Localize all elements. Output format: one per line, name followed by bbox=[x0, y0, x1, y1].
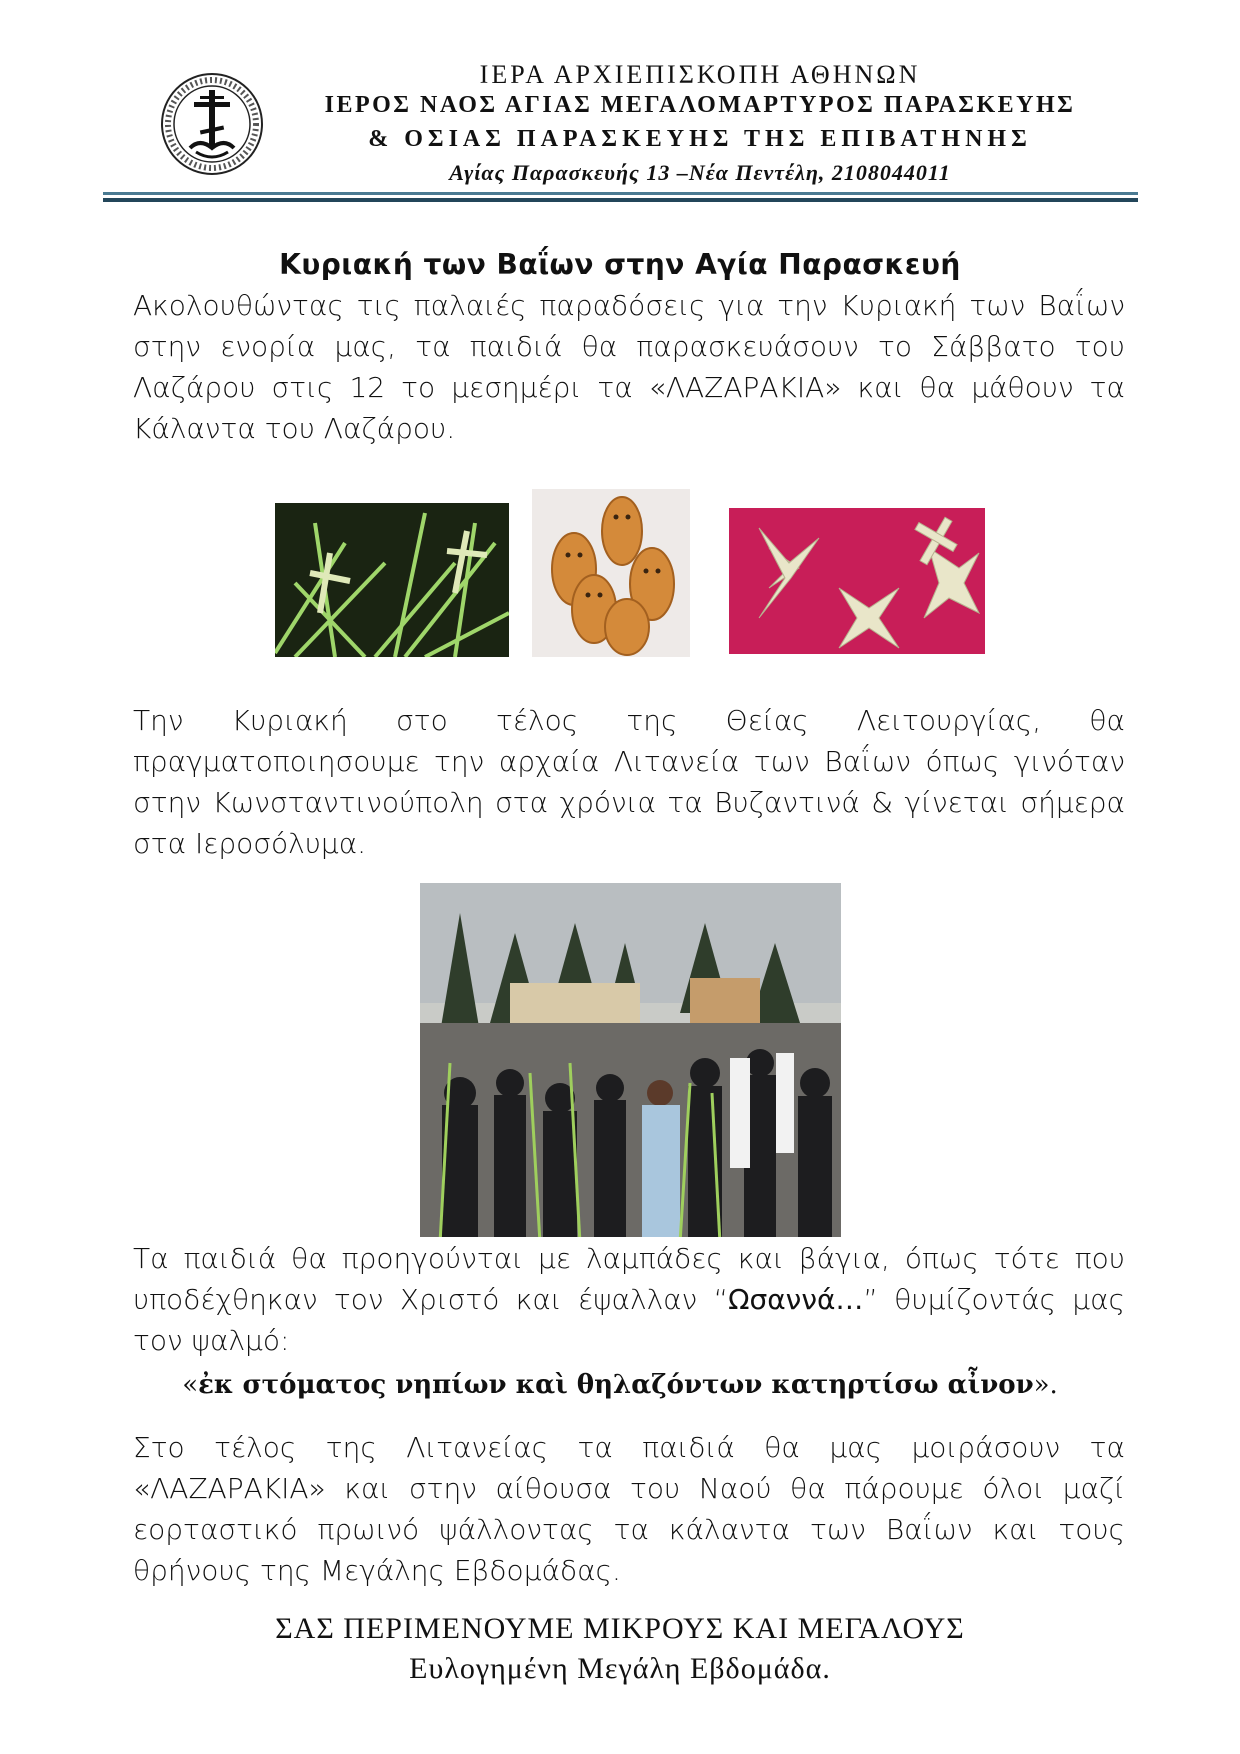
palm-crosses-on-red-cloth-photo bbox=[729, 508, 985, 654]
quote-open-mark: « bbox=[182, 1370, 199, 1400]
header-church-name: ΙΕΡΟΣ ΝΑΟΣ ΑΓΙΑΣ ΜΕΓΑΛΟΜΑΡΤΥΡΟΣ ΠΑΡΑΣΚΕΥΗΣ bbox=[324, 92, 1076, 118]
header-divider-top bbox=[103, 192, 1138, 195]
quote-close-mark: ». bbox=[1033, 1370, 1058, 1400]
header-church-name-2: & ΟΣΙΑΣ ΠΑΡΑΣΚΕΥΗΣ ΤΗΣ ΕΠΙΒΑΤΗΝΗΣ bbox=[368, 126, 1032, 152]
psalm-quote-text: ἐκ στόματος νηπίων καὶ θηλαζόντων κατηρτίσω αἶνον bbox=[198, 1370, 1034, 1400]
closing-invitation: ΣΑΣ ΠΕΡΙΜΕΝΟΥΜΕ ΜΙΚΡΟΥΣ ΚΑΙ ΜΕΓΑΛΟΥΣ bbox=[275, 1612, 965, 1645]
header-archdiocese: ΙΕΡΑ ΑΡΧΙΕΠΙΣΚΟΠΗ ΑΘΗΝΩΝ bbox=[479, 60, 921, 89]
header-address: Αγίας Παρασκευής 13 –Νέα Πεντέλη, 2108044011 bbox=[449, 160, 951, 185]
church-seal-logo bbox=[160, 72, 264, 176]
orthodox-cross-seal-icon bbox=[160, 72, 264, 176]
breakfast-paragraph: Στο τέλος της Λιτανείας τα παιδιά θα μας μοιράσουν τα «ΛΑΖΑΡΑΚΙΑ» και στην αίθουσα του Ναού θα πάρουμε όλοι μαζί εορταστικό πρωινό ψάλλοντας τα κάλαντα των Βαΐων και τους θρήνους της Μεγάλης Εβδομάδας. bbox=[133, 1431, 1125, 1587]
header-divider-bottom bbox=[103, 198, 1138, 202]
palm-leaf-crosses-photo bbox=[275, 503, 509, 657]
children-text-end: ” θυμίζοντάς μας τον ψαλμό: bbox=[133, 1283, 1125, 1357]
children-paragraph bbox=[133, 1238, 1125, 1361]
hosanna-emphasis: Ωσαννά… bbox=[728, 1283, 864, 1316]
psalm-quote bbox=[0, 1370, 1240, 1400]
lazarakia-bread-photo bbox=[532, 489, 690, 657]
children-text-start: Τα παιδιά θα προηγούνται με λαμπάδες και βάγια, όπως τότε που υποδέχθηκαν τον Χριστό και έψαλλαν “ bbox=[133, 1242, 1125, 1316]
palm-sunday-procession-photo bbox=[420, 883, 841, 1237]
litany-paragraph: Την Κυριακή στο τέλος της Θείας Λειτουργίας, θα πραγματοποιησουμε την αρχαία Λιτανεία των Βαΐων όπως γινόταν στην Κωνσταντινούπολη στα χρόνια τα Βυζαντινά & γίνεται σήμερα στα Ιεροσόλυμα. bbox=[133, 704, 1125, 860]
page-title: Κυριακή των Βαΐων στην Αγία Παρασκευή bbox=[279, 248, 961, 281]
closing-blessing: Ευλογημένη Μεγάλη Εβδομάδα. bbox=[409, 1652, 831, 1685]
intro-paragraph: Ακολουθώντας τις παλαιές παραδόσεις για την Κυριακή των Βαΐων στην ενορία μας, τα παιδιά θα παρασκευάσουν το Σάββατο του Λαζάρου στις 12 το μεσημέρι τα «ΛΑΖΑΡΑΚΙΑ» και θα μάθουν τα Κάλαντα του Λαζάρου. bbox=[133, 289, 1125, 445]
